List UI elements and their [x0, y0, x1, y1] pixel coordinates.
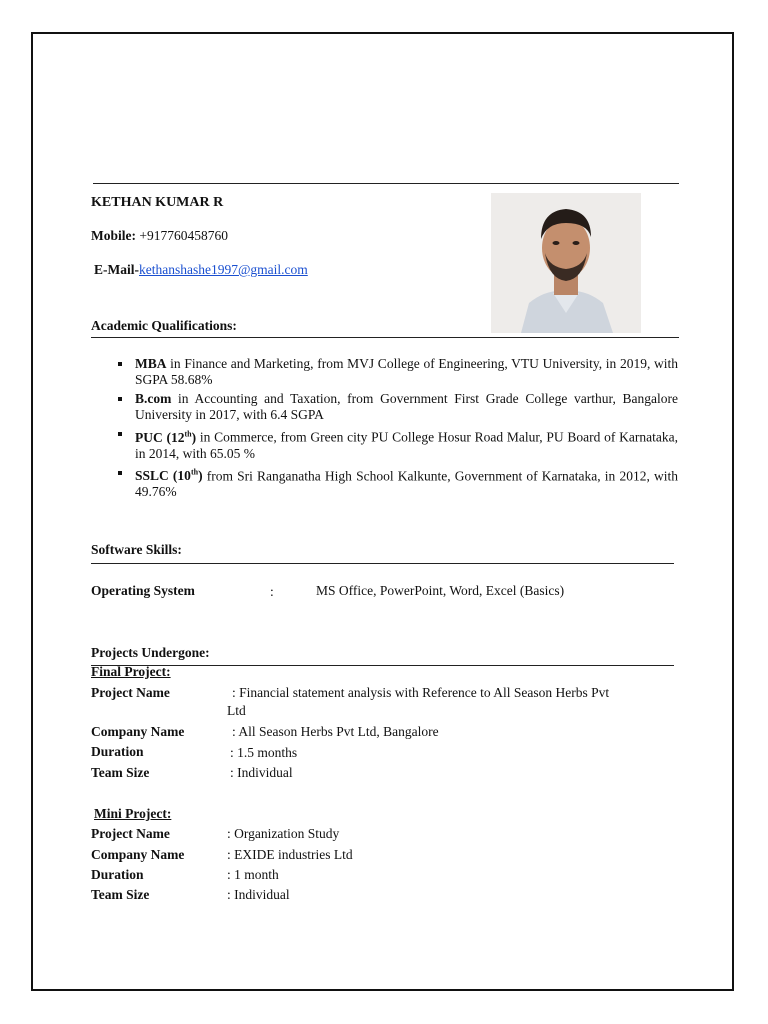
qualification-degree: MBA: [135, 356, 167, 371]
qualifications-list: [118, 356, 678, 503]
final-company-value: : All Season Herbs Pvt Ltd, Bangalore: [232, 724, 439, 739]
profile-photo: [491, 193, 641, 333]
software-heading: Software Skills:: [91, 542, 182, 557]
final-project-heading: Final Project:: [91, 664, 171, 679]
final-team-value: : Individual: [230, 765, 293, 780]
mini-team-value: : Individual: [227, 887, 290, 902]
operating-system-value: MS Office, PowerPoint, Word, Excel (Basics): [316, 583, 565, 598]
qualification-text: in Commerce, from Green city PU College Hosur Road Malur, PU Board of Karnataka, in 2014, with 65.05 %: [135, 429, 678, 461]
header-rule: [93, 183, 679, 184]
mini-duration-label: Duration: [91, 867, 144, 882]
mini-team-label: Team Size: [91, 887, 150, 902]
qualification-degree: PUC (12th): [135, 429, 197, 445]
final-project-name-value-cont: Ltd: [227, 703, 246, 718]
email-label: E-Mail-: [94, 262, 139, 277]
mini-project-heading: Mini Project:: [94, 806, 172, 821]
list-item: [118, 465, 678, 501]
email-link[interactable]: kethanshashe1997@gmail.com: [139, 262, 308, 277]
list-item: [118, 391, 678, 423]
mini-company-value: : EXIDE industries Ltd: [227, 847, 353, 862]
qualification-text: in Accounting and Taxation, from Government First Grade College varthur, Bangalore University in 2017, with 6.4 SGPA: [135, 391, 678, 422]
operating-system-label: Operating System: [91, 583, 195, 598]
qualification-text: from Sri Ranganatha High School Kalkunte, Government of Karnataka, in 2012, with 49.76%: [135, 468, 679, 499]
list-item: [118, 426, 678, 462]
person-portrait-image: [491, 193, 641, 333]
email-line: [94, 262, 308, 278]
mini-duration-value: : 1 month: [227, 867, 279, 882]
final-duration-value: : 1.5 months: [230, 745, 298, 760]
projects-rule: [91, 665, 674, 666]
mini-project-name-value: : Organization Study: [227, 826, 340, 841]
final-team-label: Team Size: [91, 765, 150, 780]
academic-rule: [91, 337, 679, 338]
final-duration-label: Duration: [91, 744, 144, 759]
qualification-degree: B.com: [135, 391, 172, 406]
operating-system-sep: :: [270, 584, 274, 599]
qualification-text: in Finance and Marketing, from MVJ College of Engineering, VTU University, in 2019, with SGPA 58.68%: [135, 356, 678, 387]
final-company-label: Company Name: [91, 724, 185, 739]
candidate-name: KETHAN KUMAR R: [91, 195, 224, 210]
final-project-name-value: : Financial statement analysis with Reference to All Season Herbs Pvt: [232, 685, 610, 700]
academic-heading: Academic Qualifications:: [91, 318, 237, 333]
mobile-line: [91, 228, 228, 244]
qualification-degree: SSLC (10th): [135, 467, 203, 483]
software-rule: [91, 563, 674, 564]
projects-heading: Projects Undergone:: [91, 645, 210, 660]
list-item: [118, 356, 678, 388]
final-project-name-label: Project Name: [91, 685, 170, 700]
mini-project-name-label: Project Name: [91, 826, 170, 841]
mobile-value: +917760458760: [139, 228, 228, 243]
mini-company-label: Company Name: [91, 847, 185, 862]
mobile-label: Mobile:: [91, 228, 136, 243]
